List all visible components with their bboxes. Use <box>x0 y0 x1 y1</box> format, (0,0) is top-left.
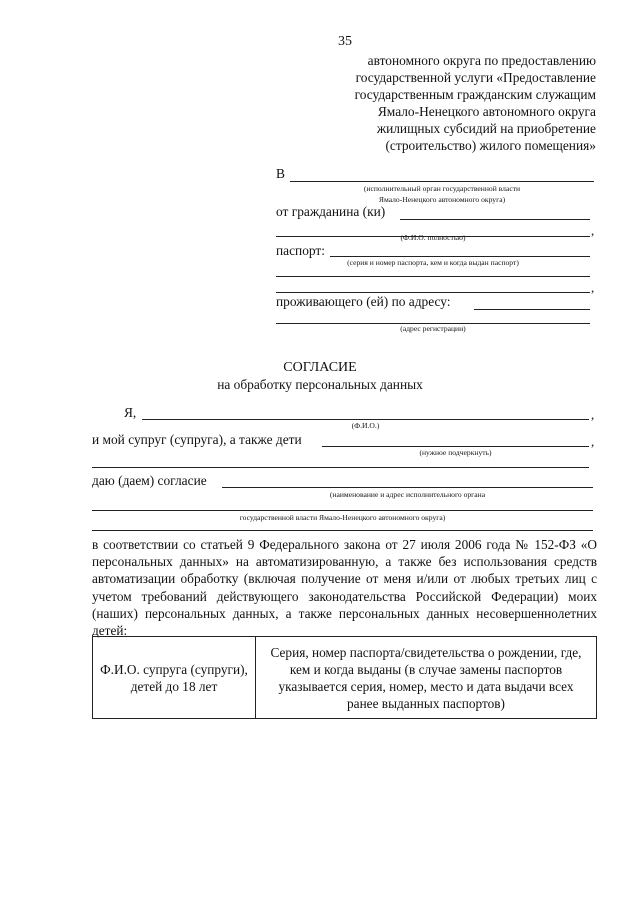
i-hint: (Ф.И.О.) <box>351 421 380 430</box>
i-field-line[interactable] <box>142 419 589 420</box>
consent-hint-2: государственной власти Ямало-Ненецкого автономного округа) <box>239 513 446 522</box>
from-field-line-1[interactable] <box>400 219 590 220</box>
spouse-field-line-2[interactable] <box>92 467 589 468</box>
header-line-3: государственным гражданским служащим <box>354 87 596 102</box>
from-comma: , <box>591 223 595 238</box>
header-line-5: жилищных субсидий на приобретение <box>376 121 596 136</box>
passport-label: паспорт: <box>276 243 326 258</box>
consent-field-line-1[interactable] <box>222 487 593 488</box>
passport-comma: , <box>591 280 595 295</box>
to-hint-2: Ямало-Ненецкого автономного округа) <box>378 195 506 204</box>
document-subtitle: на обработку персональных данных <box>217 377 423 392</box>
spouse-field-line-1[interactable] <box>322 446 589 447</box>
address-label: проживающего (ей) по адресу: <box>276 294 451 309</box>
table-col-1-header: Ф.И.О. супруга (супруги), детей до 18 лет <box>93 637 256 719</box>
to-field-line[interactable] <box>290 181 594 182</box>
address-hint: (адрес регистрации) <box>400 324 466 333</box>
header-line-1: автономного округа по предоставлению <box>367 53 596 68</box>
personal-data-table <box>92 636 597 719</box>
consent-field-line-3[interactable] <box>92 530 593 531</box>
address-field-line-1[interactable] <box>474 309 590 310</box>
consent-label: даю (даем) согласие <box>92 473 207 488</box>
from-label: от гражданина (ки) <box>276 204 386 219</box>
document-title: СОГЛАСИЕ <box>283 360 357 375</box>
page-number: 35 <box>338 34 352 49</box>
passport-field-line-3[interactable] <box>276 292 590 293</box>
header-line-6: (строительство) жилого помещения» <box>385 138 596 153</box>
header-line-4: Ямало-Ненецкого автономного округа <box>377 104 596 119</box>
table-col-2-header: Серия, номер паспорта/свидетельства о рождении, где, кем и когда выданы (в случае замены паспортов указывается серия, номер, место и дата выдачи всех ранее выданных паспортов) <box>256 637 597 719</box>
consent-paragraph: в соответствии со статьей 9 Федерального закона от 27 июля 2006 года № 152-ФЗ «О персональных данных» на автоматизированную, а также без использования средств автоматизации обработку (включая получение от меня и/или от любых третьих лиц с учетом требований действующего законодательства Российской Федерации) моих (наших) персональных данных, а также персональных данных несовершеннолетних детей: <box>92 537 597 639</box>
spouse-label: и мой супруг (супруга), а также дети <box>92 432 302 447</box>
to-hint-1: (исполнительный орган государственной власти <box>363 184 521 193</box>
spouse-comma: , <box>591 434 595 449</box>
passport-hint: (серия и номер паспорта, кем и когда выдан паспорт) <box>347 258 519 267</box>
header-line-2: государственной услуги «Предоставление <box>355 70 596 85</box>
from-hint: (Ф.И.О. полностью) <box>400 233 466 242</box>
to-label: В <box>276 166 285 181</box>
table-row <box>93 637 597 719</box>
passport-field-line-2[interactable] <box>276 276 590 277</box>
spouse-hint: (нужное подчеркнуть) <box>419 448 492 457</box>
i-comma: , <box>591 407 595 422</box>
consent-hint-1: (наименование и адрес исполнительного органа <box>329 490 486 499</box>
consent-field-line-2[interactable] <box>92 510 593 511</box>
passport-field-line-1[interactable] <box>330 256 590 257</box>
i-label: Я, <box>124 405 137 420</box>
